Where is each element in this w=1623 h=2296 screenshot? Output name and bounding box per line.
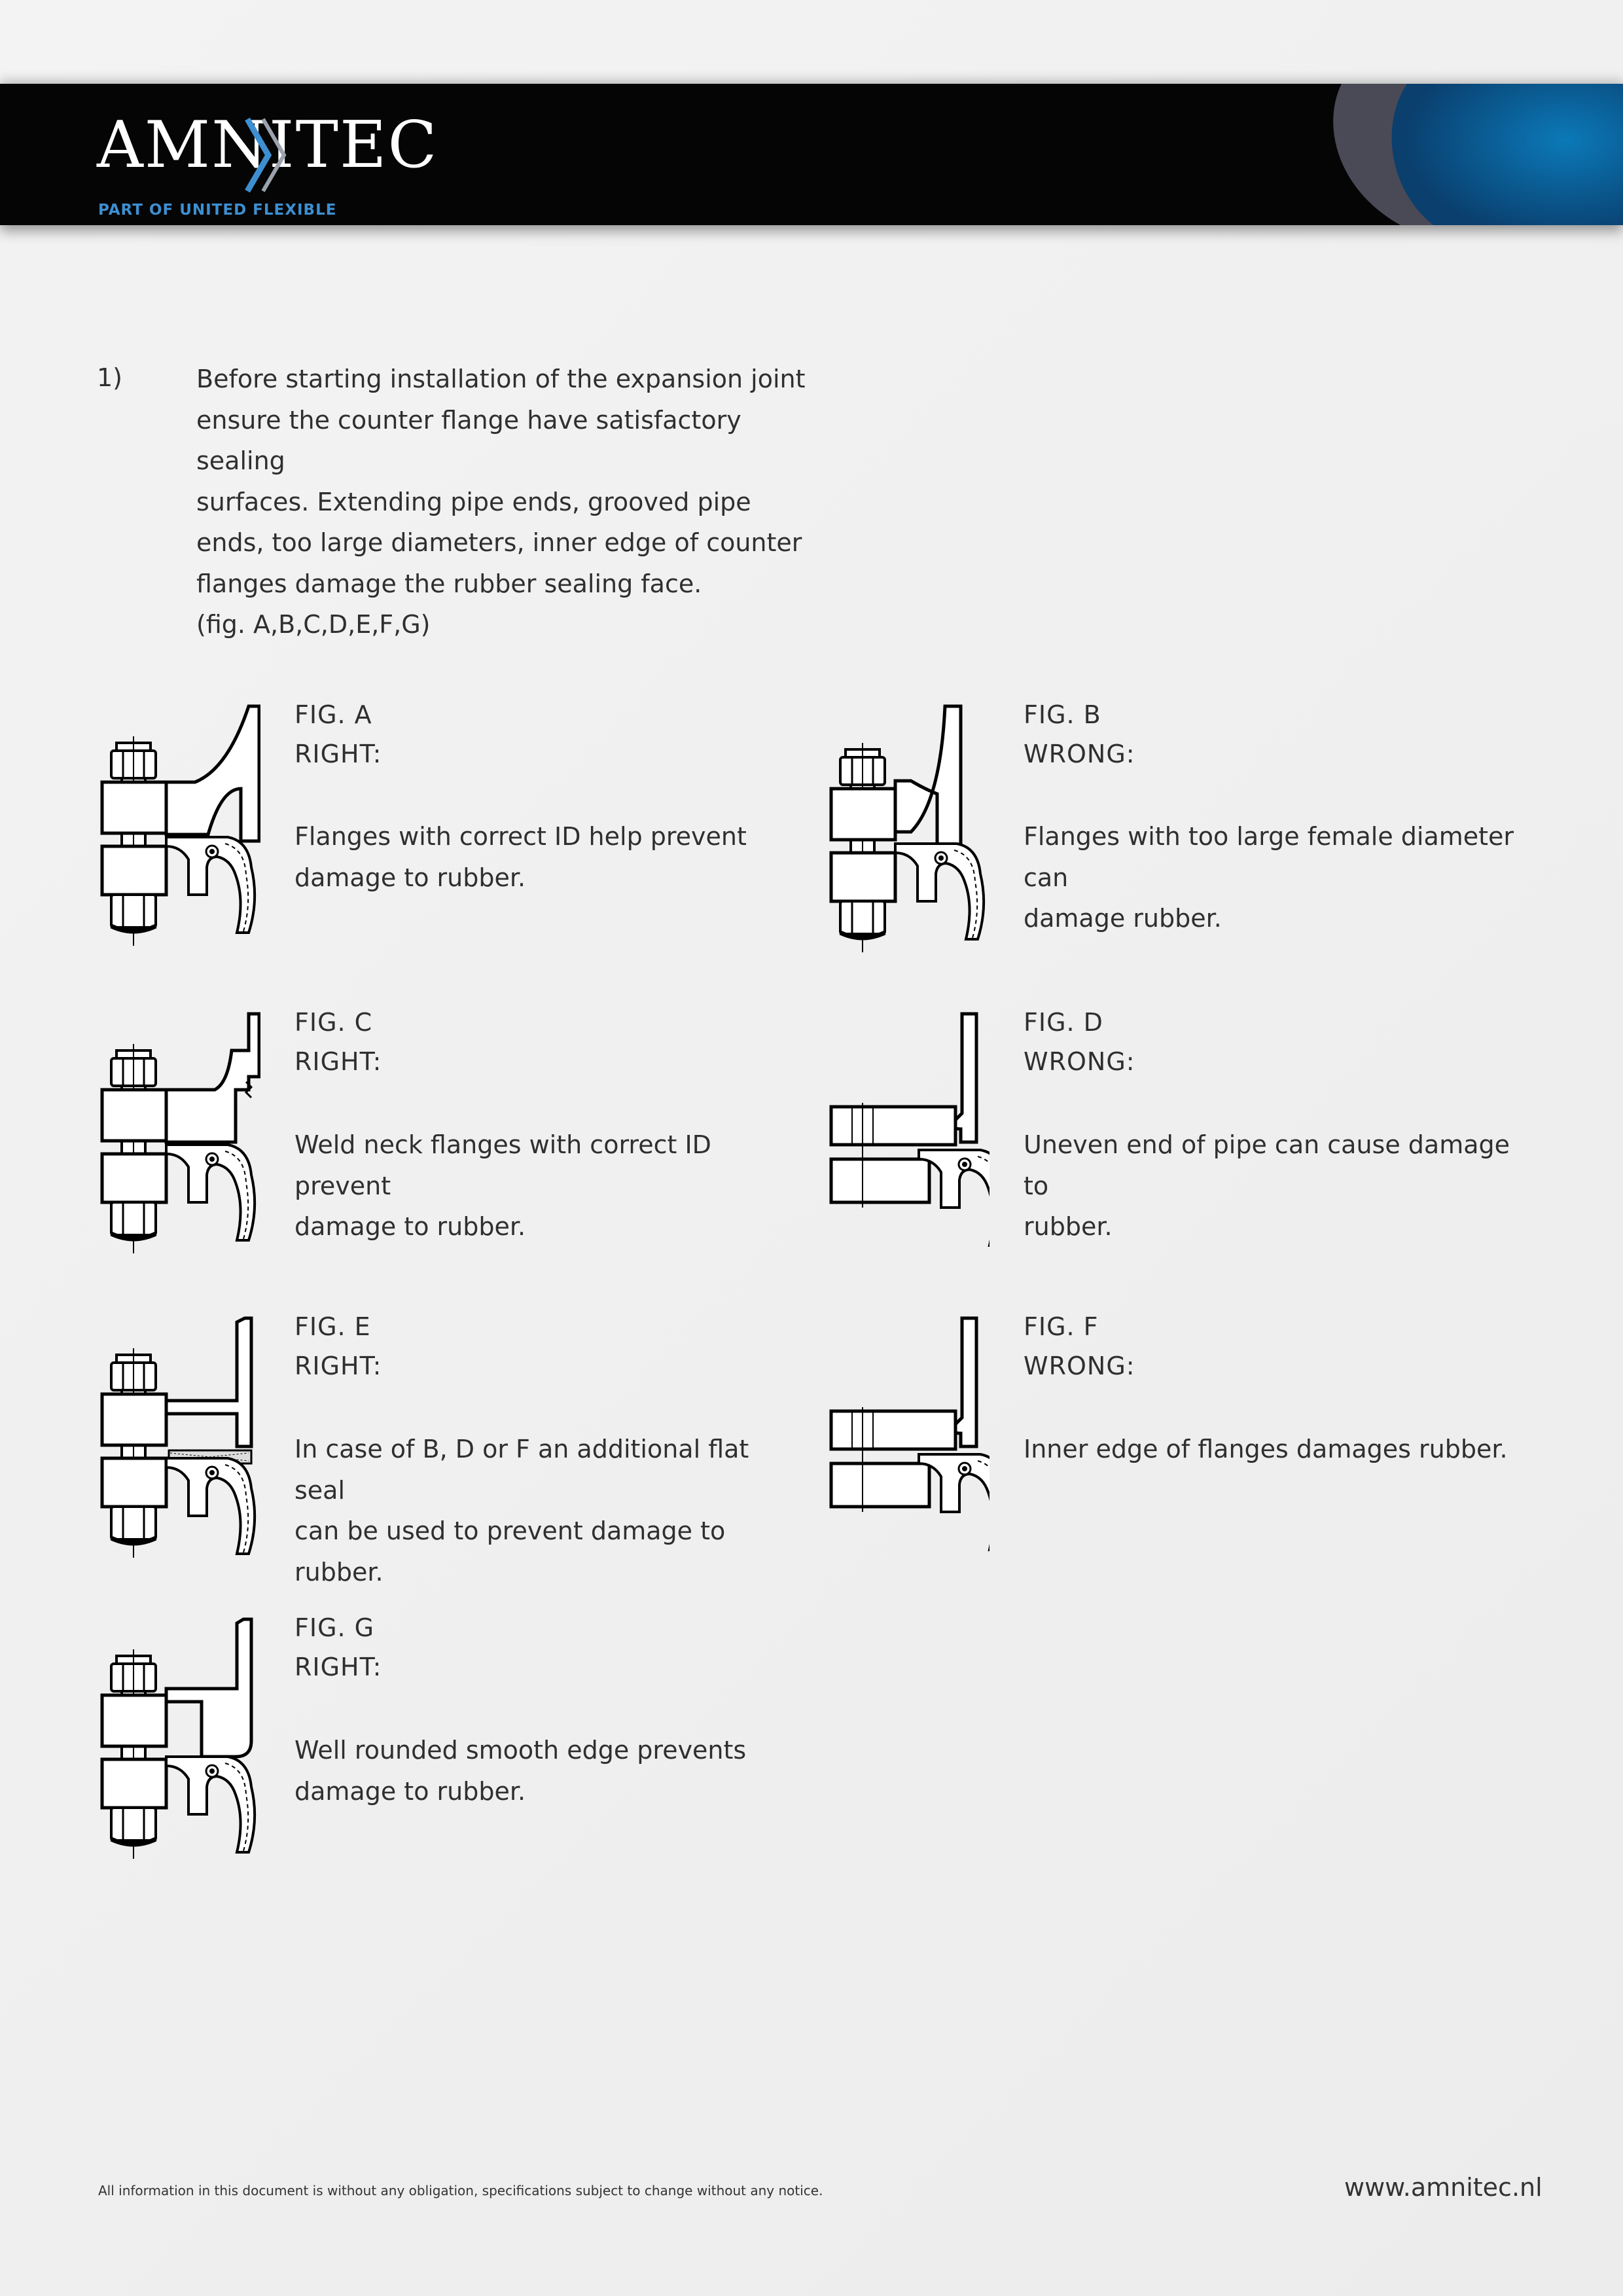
fig-c-description: Weld neck flanges with correct ID prevent damage to rubber. [294, 1130, 711, 1241]
uneven-pipe-end-drawing [826, 1011, 990, 1260]
fig-f-description: Inner edge of flanges damages rubber. [1024, 1435, 1508, 1463]
fig-g-verdict: RIGHT: [294, 1653, 382, 1681]
flange-correct-id-drawing [97, 704, 260, 952]
fig-g-description: Well rounded smooth edge prevents damage to rubber. [294, 1736, 747, 1806]
fig-b-description: Flanges with too large female diameter can damage rubber. [1024, 822, 1514, 933]
header-swoosh-graphic [1322, 84, 1623, 225]
footer-website-link[interactable]: www.amnitec.nl [1344, 2173, 1543, 2202]
header-band [0, 84, 1623, 225]
fig-e-description: In case of B, D or F an additional flat seal can be used to prevent damage to rubber. [294, 1435, 749, 1587]
sharp-inner-edge-drawing [826, 1316, 990, 1564]
fig-b-title: FIG. B [1024, 700, 1101, 729]
fig-b-verdict: WRONG: [1024, 740, 1135, 768]
fig-d-description: Uneven end of pipe can cause damage to rubber. [1024, 1130, 1510, 1241]
fig-c-verdict: RIGHT: [294, 1047, 382, 1076]
rounded-edge-drawing [97, 1617, 260, 1865]
fig-d-verdict: WRONG: [1024, 1047, 1135, 1076]
fig-f-title: FIG. F [1024, 1312, 1099, 1341]
fig-e-verdict: RIGHT: [294, 1352, 382, 1380]
fig-f-verdict: WRONG: [1024, 1352, 1135, 1380]
logo-wordmark: AMNITEC [97, 108, 438, 183]
fig-a-title: FIG. A [294, 700, 372, 729]
fig-g-title: FIG. G [294, 1613, 375, 1642]
fig-a-description: Flanges with correct ID help prevent damage to rubber. [294, 822, 747, 892]
intro-paragraph: Before starting installation of the expansion joint ensure the counter flange have satisfactory sealing surfaces. Extending pipe ends, grooved pipe ends, too large diameters, inner edge of counter flanges damage the rubber sealing face. (fig. A,B,C,D,E,F,G) [196, 365, 806, 639]
weld-neck-flange-drawing [97, 1011, 260, 1260]
footer-disclaimer: All information in this document is without any obligation, specifications subject to change without any notice. [98, 2183, 823, 2198]
fig-e-title: FIG. E [294, 1312, 371, 1341]
flange-large-diameter-drawing [826, 704, 990, 952]
fig-d-title: FIG. D [1024, 1008, 1103, 1037]
step-number: 1) [97, 363, 123, 392]
flat-seal-drawing [97, 1316, 260, 1564]
logo-tagline: PART OF UNITED FLEXIBLE [98, 202, 337, 219]
fig-a-verdict: RIGHT: [294, 740, 382, 768]
fig-c-title: FIG. C [294, 1008, 373, 1037]
chevron-logo-icon [243, 115, 289, 195]
